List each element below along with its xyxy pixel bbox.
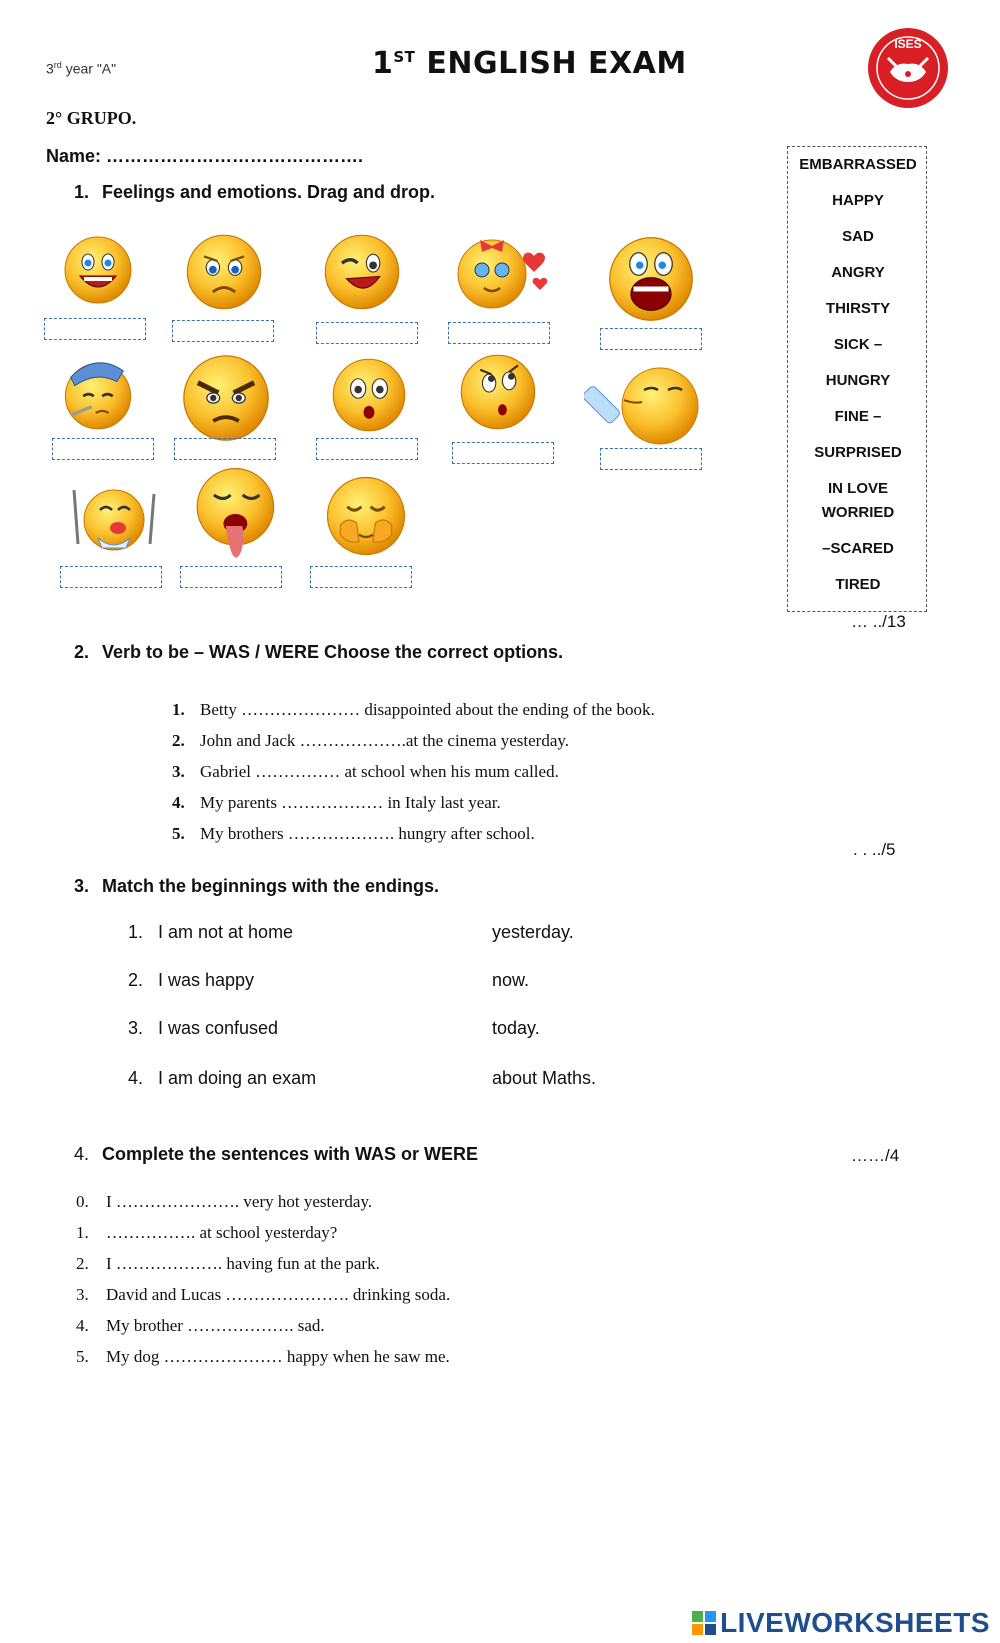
list-item: 0. I …………………. very hot yesterday. [76, 1192, 373, 1211]
grade-label: 3rd year "A" [46, 60, 117, 77]
word-surprised[interactable]: SURPRISED [814, 444, 902, 461]
list-item: 1. Betty ………………… disappointed about the ending of the book. [172, 700, 655, 719]
drop-target-7[interactable] [174, 438, 276, 460]
match-beginning[interactable]: 3. I was confused [128, 1018, 279, 1038]
tired-face-icon [190, 466, 276, 562]
match-ending[interactable]: about Maths. [492, 1068, 597, 1088]
word-sad[interactable]: SAD [842, 228, 874, 245]
list-item: 4. My brother ………………. sad. [76, 1316, 325, 1335]
section1-title: 1. Feelings and emotions. Drag and drop. [74, 182, 436, 202]
drop-target-13[interactable] [310, 566, 412, 588]
scared-face-icon [606, 234, 696, 324]
list-item: 2. I ………………. having fun at the park. [76, 1254, 380, 1273]
match-beginning[interactable]: 1. I am not at home [128, 922, 294, 942]
drop-target-1[interactable] [44, 318, 146, 340]
word-tired[interactable]: TIRED [835, 576, 881, 593]
section2-title: 2. Verb to be – WAS / WERE Choose the correct options. [74, 642, 564, 662]
match-ending[interactable]: yesterday. [492, 922, 574, 942]
name-field-label: Name: ……………………………………. [46, 146, 364, 166]
liveworksheets-brand: LIVEWORKSHEETS [692, 1607, 990, 1639]
drop-target-9[interactable] [452, 442, 554, 464]
match-ending[interactable]: now. [492, 970, 530, 990]
happy-face-icon [62, 234, 134, 306]
angry-face-icon [180, 352, 272, 444]
word-in-love[interactable]: IN LOVE [827, 480, 888, 497]
drop-target-6[interactable] [52, 438, 154, 460]
word-embarrassed[interactable]: EMBARRASSED [799, 156, 917, 173]
word-bank [787, 146, 927, 612]
drop-target-3[interactable] [316, 322, 418, 344]
section1-score: … ../13 [851, 612, 906, 631]
list-item: 5. My dog ………………… happy when he saw me. [76, 1347, 450, 1366]
word-scared[interactable]: –SCARED [822, 540, 894, 557]
section2-list [172, 700, 732, 850]
section4-list [76, 1192, 636, 1382]
drop-target-12[interactable] [180, 566, 282, 588]
section4-score: ……/4 [851, 1146, 900, 1165]
surprised-face-icon [330, 356, 408, 434]
drop-target-11[interactable] [60, 566, 162, 588]
list-item: 4. My parents ……………… in Italy last year. [172, 793, 501, 812]
list-item: 3. David and Lucas …………………. drinking soda. [76, 1285, 451, 1304]
section4-title: 4. Complete the sentences with WAS or WERE [74, 1144, 479, 1164]
list-item: 3. Gabriel …………… at school when his mum called. [172, 762, 559, 781]
word-thirsty[interactable]: THIRSTY [825, 300, 891, 317]
drop-target-2[interactable] [172, 320, 274, 342]
liveworksheets-logo-icon [692, 1611, 716, 1635]
fine-wink-face-icon [322, 232, 402, 312]
svg-text:ISES: ISES [894, 37, 922, 51]
section2-score: . . ../5 [853, 840, 896, 859]
list-item: 2. John and Jack ……………….at the cinema yesterday. [172, 731, 570, 750]
word-angry[interactable]: ANGRY [831, 264, 885, 281]
match-beginning[interactable]: 4. I am doing an exam [128, 1068, 317, 1088]
in-love-face-icon [452, 226, 556, 316]
group-label: 2° GRUPO. [46, 108, 137, 128]
drop-target-4[interactable] [448, 322, 550, 344]
section3-title: 3. Match the beginnings with the endings. [74, 876, 439, 896]
school-logo [866, 26, 950, 110]
drop-target-10[interactable] [600, 448, 702, 470]
word-fine[interactable]: FINE – [834, 408, 882, 425]
list-item: 5. My brothers ………………. hungry after school. [172, 824, 535, 843]
hungry-face-icon [64, 484, 164, 556]
drop-target-8[interactable] [316, 438, 418, 460]
page-title: 1ST ENGLISH EXAM [372, 46, 687, 81]
match-exercise [128, 922, 688, 1122]
match-ending[interactable]: today. [492, 1018, 540, 1038]
drop-target-5[interactable] [600, 328, 702, 350]
list-item: 1. ……………. at school yesterday? [76, 1223, 338, 1242]
word-sick[interactable]: SICK – [833, 336, 883, 353]
embarrassed-face-icon [324, 474, 408, 558]
word-worried[interactable]: WORRIED [821, 504, 895, 521]
sick-face-icon [60, 352, 136, 432]
word-happy[interactable]: HAPPY [832, 192, 884, 209]
match-beginning[interactable]: 2. I was happy [128, 970, 255, 990]
thirsty-face-icon [584, 362, 704, 448]
sad-face-icon [184, 232, 264, 312]
word-hungry[interactable]: HUNGRY [825, 372, 891, 389]
worried-face-icon [458, 352, 538, 432]
